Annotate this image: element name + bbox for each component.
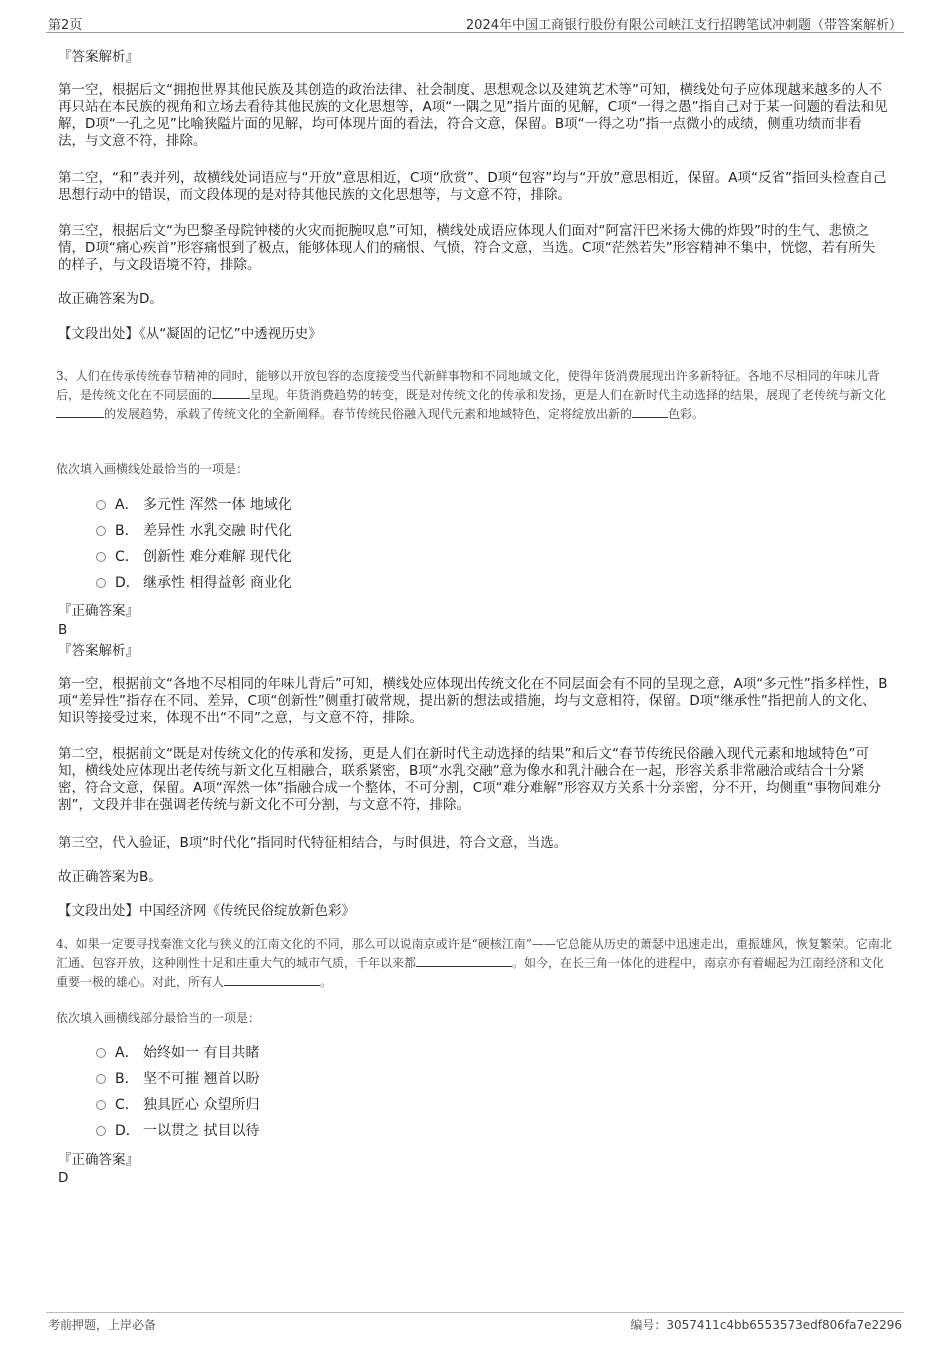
q3-option-a[interactable]: A． 多元性 浑然一体 地域化	[96, 496, 292, 514]
question-3-instruction: 依次填入画横线处最恰当的一项是：	[56, 462, 249, 476]
fill-blank	[212, 386, 250, 399]
analysis-conclusion: 故正确答案为D。	[58, 291, 163, 307]
question-4-instruction: 依次填入画横线部分最恰当的一项是：	[56, 1011, 261, 1025]
radio-icon[interactable]	[96, 1100, 106, 1110]
q4-option-a[interactable]: A． 始终如一 有目共睹	[96, 1044, 259, 1062]
q4-option-b[interactable]: B． 坚不可摧 翘首以盼	[96, 1070, 259, 1088]
q4-option-c[interactable]: C． 独具匠心 众望所归	[96, 1096, 259, 1114]
correct-answer-value: D	[58, 1170, 69, 1186]
fill-blank	[416, 954, 512, 967]
radio-icon[interactable]	[96, 578, 106, 588]
fill-blank	[56, 405, 104, 418]
question-3-stem: 3、人们在传承传统春节精神的同时，能够以开放包容的态度接受当代新鲜事物和不同地域文化，使得年货消费展现出许多新特征。各地不尽相同的年味儿背后，是传统文化在不同层面的 呈现。年货消费趋势的转变，既是对传统文化的传承和发扬，更是人们在新时代主动选择的结果，展现了老传统与新文化的发展趋势，承载了传统文化的全新阐释。春节传统民俗融入现代元素和地域特色，定将绽放出新的 色彩。	[56, 369, 887, 421]
radio-icon[interactable]	[96, 552, 106, 562]
analysis-paragraph-1: 第一空，根据后文“拥抱世界其他民族及其创造的政治法律、社会制度、思想观念以及建筑艺术等”可知，横线处句子应体现越来越多的人不再只站在本民族的视角和立场去看待其他民族的文化思想等，A项“一隅之见”指片面的见解，C项“一得之愚”指自己对于某一问题的看法和见解，D项“一孔之见”比喻狭隘片面的见解，均可体现片面的看法，符合文意，保留。B项“一得之功”指一点微小的成绩，侧重功绩而非看法，与文意不符，排除。	[58, 82, 888, 149]
q3-option-d[interactable]: D． 继承性 相得益彰 商业化	[96, 574, 292, 592]
analysis-conclusion: 故正确答案为B。	[58, 869, 162, 885]
q4-option-d[interactable]: D． 一以贯之 拭目以待	[96, 1122, 259, 1140]
fill-blank	[632, 405, 668, 418]
radio-icon[interactable]	[96, 500, 106, 510]
fill-blank	[224, 973, 320, 986]
analysis-paragraph-1: 第一空，根据前文“各地不尽相同的年味儿背后”可知，横线处应体现出传统文化在不同层面会有不同的呈现之意，A项“多元性”指多样性，B项“差异性”指存在不同、差异，C项“创新性”侧重打破常规，提出新的想法或措施，均与文意相符，保留。D项“继承性”指把前人的文化、知识等接受过来，体现不出“不同”之意，与文意不符，排除。	[58, 676, 888, 726]
document-title: 2024年中国工商银行股份有限公司峡江支行招聘笔试冲刺题（带答案解析）	[465, 18, 902, 33]
answer-analysis-heading: 『答案解析』	[58, 643, 139, 659]
footer-slogan: 考前押题，上岸必备	[48, 1318, 157, 1332]
analysis-paragraph-2: 第二空，根据前文“既是对传统文化的传承和发扬，更是人们在新时代主动选择的结果”和后文“春节传统民俗融入现代元素和地域特色”可知，横线处应体现出老传统与新文化互相融合，联系紧密，B项“水乳交融”意为像水和乳汁融合在一起，形容关系非常融洽或结合十分紧密，符合文意，保留。A项“浑然一体”指融合成一个整体，不可分割，C项“难分难解”形容双方关系十分亲密，分不开，均侧重“事物间难分割”，文段并非在强调老传统与新文化不可分割，与文意不符，排除。	[58, 746, 882, 813]
page-number: 第2页	[48, 18, 83, 33]
passage-source: 【文段出处】《从“凝固的记忆”中透视历史》	[58, 326, 322, 342]
correct-answer-value: B	[58, 622, 68, 638]
analysis-paragraph-3: 第三空，根据后文“为巴黎圣母院钟楼的火灾而扼腕叹息”可知，横线处成语应体现人们面对“阿富汗巴米扬大佛的炸毁”时的生气、悲愤之情，D项“痛心疾首”形容痛恨到了极点，能够体现人们的痛恨、气愤，符合文意，当选。C项“茫然若失”形容精神不集中，恍惚，若有所失的样子，与文段语境不符，排除。	[58, 223, 876, 273]
correct-answer-heading: 『正确答案』	[58, 603, 139, 619]
analysis-paragraph-2: 第二空，“和”表并列，故横线处词语应与“开放”意思相近，C项“欣赏”、D项“包容”均与“开放”意思相近，保留。A项“反省”指回头检查自己思想行动中的错误，而文段体现的是对待其他民族的文化思想等，与文意不符，排除。	[58, 170, 887, 203]
page-footer	[46, 1312, 904, 1333]
analysis-paragraph-3: 第三空，代入验证，B项“时代化”指同时代特征相结合，与时俱进，符合文意，当选。	[58, 835, 568, 851]
answer-analysis-heading: 『答案解析』	[58, 49, 139, 65]
question-4-stem: 4、如果一定要寻找秦淮文化与狭义的江南文化的不同，那么可以说南京或许是“硬核江南”——它总能从历史的萧瑟中迅速走出，重振雄风，恢复繁荣。它南北汇通、包容开放，这种刚性十足和庄重大气的城市气质，千年以来都 。如今，在长三角一体化的进程中，南京亦有着崛起为江南经济和文化重要一极的雄心。对此，所有人 。	[56, 937, 892, 989]
q3-option-b[interactable]: B． 差异性 水乳交融 时代化	[96, 522, 292, 540]
radio-icon[interactable]	[96, 1074, 106, 1084]
radio-icon[interactable]	[96, 1126, 106, 1136]
footer-serial-number: 编号：3057411c4bb6553573edf806fa7e2296	[630, 1318, 902, 1332]
q3-option-c[interactable]: C． 创新性 难分难解 现代化	[96, 548, 292, 566]
passage-source: 【文段出处】中国经济网《传统民俗绽放新色彩》	[58, 903, 355, 919]
radio-icon[interactable]	[96, 1048, 106, 1058]
page-header	[46, 14, 904, 33]
radio-icon[interactable]	[96, 526, 106, 536]
correct-answer-heading: 『正确答案』	[58, 1152, 139, 1168]
